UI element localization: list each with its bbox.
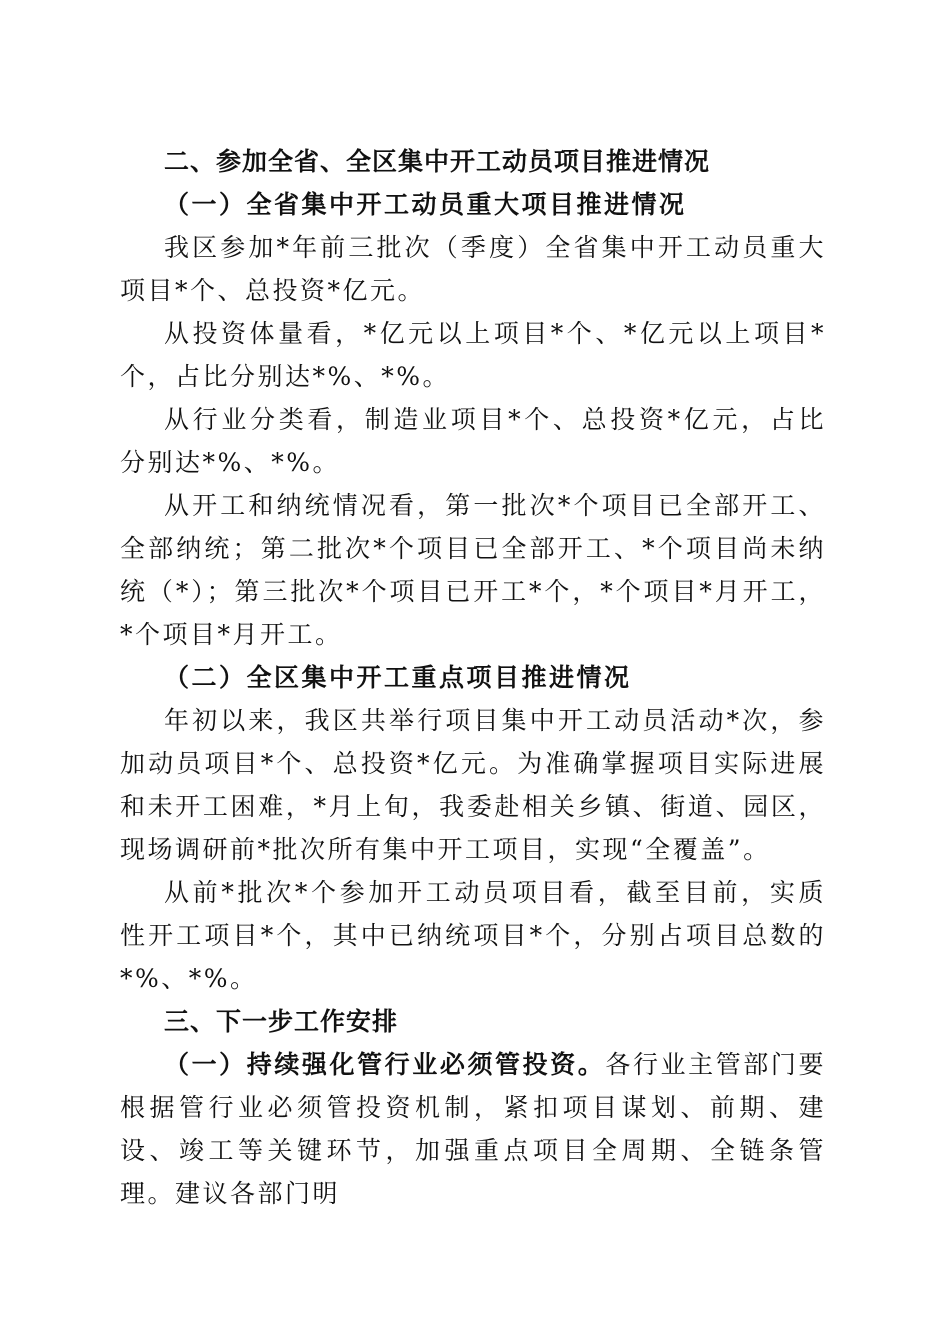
paragraph: 从开工和纳统情况看，第一批次*个项目已全部开工、全部纳统；第二批次*个项目已全部开工、*个项目尚未纳统（*）；第三批次*个项目已开工*个，*个项目*月开工，*个项目*月开工。 (120, 491, 826, 649)
section-3-1-text: 各行业主管部门要根据管行业必须管投资机制，紧扣项目谋划、前期、建设、竣工等关键环节，加强重点项目全周期、全链条管理。建议各部门明 (120, 1050, 826, 1208)
section-3-1-lead: （一）持续强化管行业必须管投资。 (164, 1050, 606, 1079)
section-2-heading: 二、参加全省、全区集中开工动员项目推进情况 (164, 147, 711, 176)
paragraph: 年初以来，我区共举行项目集中开工动员活动*次，参加动员项目*个、总投资*亿元。为准确掌握项目实际进展和未开工困难，*月上旬，我委赴相关乡镇、街道、园区，现场调研前*批次所有集中开工项目，实现“全覆盖”。 (120, 706, 826, 864)
paragraph: 从前*批次*个参加开工动员项目看，截至目前，实质性开工项目*个，其中已纳统项目*个，分别占项目总数的*%、*%。 (120, 878, 826, 993)
section-3-heading: 三、下一步工作安排 (164, 1007, 399, 1036)
paragraph: 从投资体量看，*亿元以上项目*个、*亿元以上项目*个，占比分别达*%、*%。 (120, 319, 826, 391)
document-body (120, 140, 826, 1215)
paragraph: 我区参加*年前三批次（季度）全省集中开工动员重大项目*个、总投资*亿元。 (120, 233, 826, 305)
section-3-1-paragraph (120, 1043, 826, 1215)
section-2-1-heading: （一）全省集中开工动员重大项目推进情况 (164, 190, 687, 219)
section-2-2-heading: （二）全区集中开工重点项目推进情况 (164, 663, 632, 692)
paragraph: 从行业分类看，制造业项目*个、总投资*亿元，占比分别达*%、*%。 (120, 405, 826, 477)
